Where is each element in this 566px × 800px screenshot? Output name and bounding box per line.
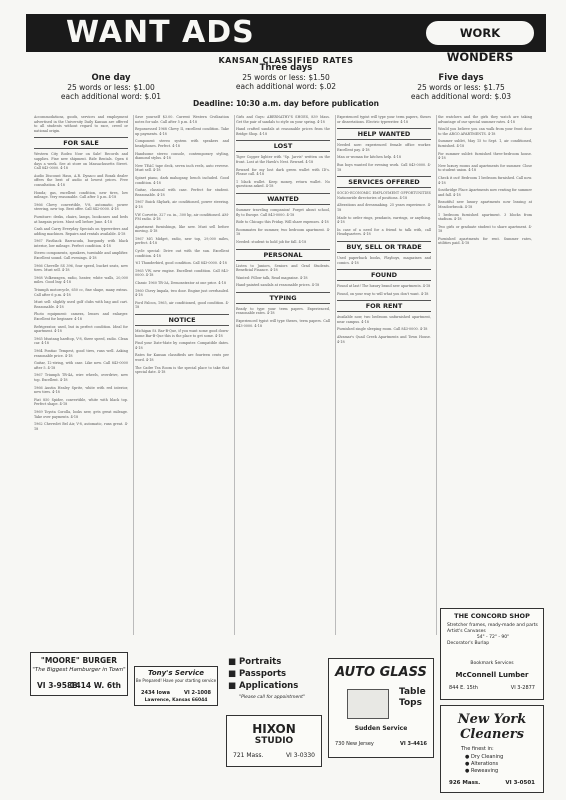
ad-tagline: "Please call for appointment": [239, 695, 305, 700]
column-2: [135, 115, 229, 635]
section-found: FOUND: [337, 269, 431, 281]
listing: VW Corvette, 327 cu. in., 300 hp, air conditioned. AM-FM radio. 4-18: [135, 212, 229, 222]
ad-title: HIXON: [252, 722, 296, 736]
ad-phone: VI 2-1008: [184, 690, 211, 696]
listing: Found at last! The luxury brand new apartments. 4-18: [337, 284, 431, 289]
listing: 1967 Buick Skylark, air conditioned, power steering. 4-18: [135, 200, 229, 209]
listing: Summer sublet, May 15 to Sept. 1, air conditioned, furnished. 4-18: [438, 139, 532, 148]
listing: Hand crafted sandals at reasonable prices from the Bridge Shop. 4-18: [236, 127, 330, 136]
listing: Bus boys wanted for evening work. Call 843-0000. 4-18: [337, 162, 431, 172]
listing: Cash and Carry Everyday Specials on typewriters and adding machines. Repairs and rentals available. 4-18: [34, 227, 128, 236]
listing: Experienced typist will type your term papers, theses or dissertations. Electric typewriter. 4-18: [337, 115, 431, 124]
section-for-rent: FOR RENT: [337, 300, 431, 312]
listing: Available now, two bedroom unfurnished apartment, near campus. 4-18: [337, 315, 431, 324]
listing: Summer traveling companion! Forget about school, fly to Europe. Call 843-0000. 4-18: [236, 207, 330, 217]
listing: 1964 Pontiac Tempest, good tires, runs well. Asking reasonable price. 4-18: [34, 348, 128, 358]
listing: 1965 Mustang hardtop, V-8, three speed, radio. Clean car. 4-18: [34, 336, 128, 346]
ad-line: Stretcher frames, ready-made and parts: [447, 623, 538, 628]
ad-phone: VI 3-9588: [37, 681, 78, 690]
ad-title: THE CONCORD SHOP: [454, 612, 530, 620]
listing: Furnished single sleeping room. Call 843-0000. 4-18: [337, 327, 428, 332]
listing: Hand-painted sandals at reasonable prices. 4-18: [236, 283, 320, 288]
ad-title: New York: [457, 712, 527, 727]
ad-subtitle: STUDIO: [254, 736, 294, 746]
ad-title: "MOORE" BURGER: [40, 656, 118, 665]
rate-one-day: [36, 74, 186, 101]
listing: Accommodations, goods, services and employment advertised in the University Daily Kansan are offered to all students without regard to race, creed or national origin.: [34, 115, 128, 133]
classified-rates: [26, 56, 546, 110]
ad-phone: VI 3-2877: [510, 685, 535, 691]
rates-title: KANSAN CLASSIFIED RATES: [218, 56, 354, 65]
listing: 1967 Triumph TR-4A, wire wheels, overdrive, new top. Excellent. 4-18: [34, 373, 128, 382]
listing: Would you believe you can walk from your front door to the ARGO APARTMENTS. 4-18: [438, 127, 532, 136]
listing: 1966 Chevy convertible, V-8, automatic, power steering, new top. Best offer. Call 842-0000. 4-18: [34, 202, 128, 212]
ad-line-text: Applications: [239, 681, 299, 691]
listing: 1966 Chevelle SS 396, four speed, bucket seats, new tires. Must sell. 4-18: [34, 263, 128, 273]
work-wonders-badge: WORK WONDERS: [424, 19, 536, 47]
listing: Beautiful new luxury apartments now leasing at Meadowbrook. 4-18: [438, 200, 532, 209]
section-notice: NOTICE: [135, 314, 229, 326]
ad-address: 926 Mass.: [449, 780, 481, 786]
classified-columns: [34, 115, 534, 635]
listing: Two girls or graduate student to share apartment. 4-18: [438, 224, 532, 234]
rate-title: One day: [91, 73, 131, 83]
listing: Michigan St. Bar-B-Que, if you want some good down-home Bar-B-Que this is the place to get some. 4-18: [135, 329, 229, 338]
listing: 1960 Chevy Impala, two door. Engine just overhauled. 4-18: [135, 288, 229, 298]
column-rule: [234, 115, 235, 635]
listing: Found, on your way to will what you don't want. 4-18: [337, 291, 429, 296]
rate-title: Three days: [259, 63, 313, 73]
listing: In case of a need for a friend to talk with, call Headquarters. 4-18: [337, 227, 431, 237]
section-help-wanted: HELP WANTED: [337, 128, 431, 140]
listing: Furnished apartments for rent. Summer rates, utilities paid. 4-18: [438, 236, 532, 246]
listing: Find your Date-Mate by computer. Compatible dates. 4-18: [135, 341, 229, 350]
ad-title: AUTO GLASS: [335, 665, 427, 680]
listing: Girls and Guys: ABERNATHY'S SHOES, 839 Mass. Get the pair of sandals to style on your spring. 4-18: [236, 115, 330, 124]
listing: Handsome stereo console, contemporary styling, diamond stylus. 4-18: [135, 151, 229, 161]
rate-line: 25 words or less: $1.50: [242, 73, 330, 82]
listing: Ready to type your term papers. Experienced, reasonable rates. 4-18: [236, 306, 330, 316]
listing: Reward for my lost dark green wallet with ID's. Please call. 4-18: [236, 167, 330, 177]
listing: SOCIO-ECONOMIC EMPLOYMENT OPPORTUNITIES Nationwide directories of positions. 4-18: [337, 191, 431, 200]
listing: Tiger Copper lighter with "Sp. Jarvis" written on the front. Lost at the Hawk's Nest. Reward. 4-18: [236, 155, 330, 164]
ad-title: Cleaners: [460, 727, 524, 742]
listing: Triumph motorcycle, 650 cc, fine shape, many extras. Call after 6 p.m. 4-18: [34, 288, 128, 297]
listing: Needed now: experienced female office worker. Excellent pay. 4-18: [337, 143, 431, 152]
listing: 1962 Chevrolet Bel Air, V-8, automatic, runs great. 4-18: [34, 422, 128, 431]
listing: Honda; gas, excellent condition, new tires, low mileage. Very reasonable. Call after 5 p.m. 4-18: [34, 190, 128, 200]
ad-line: Bookmark Services: [470, 661, 514, 666]
listing: Ford Falcon, 1965, air conditioned, good condition. 4-18: [135, 300, 229, 310]
table-tops-label: [399, 687, 426, 709]
listing: Rates for Kansan classifieds are fourteen cents per word. 4-18: [135, 353, 229, 362]
ad-phone: VI 3-4416: [400, 741, 427, 747]
listing: 1965 VW, new engine. Excellent condition. Call 843-0000. 4-18: [135, 268, 229, 278]
ad-line-text: Dry Cleaning: [470, 754, 504, 760]
ad-subtitle: Sudden Service: [354, 725, 408, 732]
ad-title: Tony's Service: [147, 669, 205, 677]
section-services-offered: SERVICES OFFERED: [337, 176, 431, 188]
listing: For summer sublet: furnished three-bedroom house. 4-18: [438, 151, 532, 161]
listing: Refrigerator, used, but in perfect condition. Ideal for apartment. 4-18: [34, 324, 128, 334]
listing: Southridge Place Apartments now renting for summer and fall. 4-18: [438, 188, 532, 197]
ad-line: ■ Passports: [228, 669, 287, 679]
ad-address: 721 Mass.: [233, 752, 264, 759]
listing: Ride to Chicago this Friday. Will share expenses. 4-18: [236, 220, 329, 225]
hixon-studio-ad: [226, 715, 322, 767]
listing: Must sell: slightly used golf clubs with bag and cart. Reasonable. 4-18: [34, 300, 128, 309]
listing: '61 Thunderbird, good condition. Call 843-0000. 4-18: [135, 261, 227, 266]
ad-line-text: Portraits: [239, 657, 282, 667]
listing: Made to order rings, pendants, earrings, or anything. 4-18: [337, 215, 431, 225]
listing: Cycle special: Drive out with the sun. Excellent condition. 4-18: [135, 249, 229, 258]
ad-line: 54" - 72" - 90": [476, 635, 510, 640]
column-rule: [335, 115, 336, 635]
new-york-cleaners-ad: [440, 705, 544, 793]
rate-title: Five days: [438, 73, 484, 83]
rate-three-days: [211, 64, 361, 91]
column-5: [438, 115, 532, 635]
glass-pane-icon: [347, 689, 389, 719]
ad-address: 1414 W. 6th: [70, 681, 121, 690]
column-1: [34, 115, 128, 635]
ad-phone: VI 3-0330: [285, 752, 315, 759]
listing: Roommates for summer, two bedroom apartment. 4-18: [236, 227, 330, 237]
listing: 1 black wallet. Keep money, return wallet. No questions asked. 4-18: [236, 179, 330, 189]
ad-address: 844 E. 15th: [449, 685, 478, 691]
ad-line: ■ Portraits: [228, 657, 282, 667]
column-4: [337, 115, 431, 635]
rate-line: 25 words or less: $1.00: [67, 83, 155, 92]
ad-city: Lawrence, Kansas 66044: [144, 698, 208, 703]
section-for-sale: FOR SALE: [34, 137, 128, 149]
banner-title: WANT ADS: [66, 15, 255, 50]
listing: Classic 1960 TR-3A, Demonstrator at one price. 4-18: [135, 281, 227, 286]
deadline: Deadline: 10:30 a.m. day before publication: [193, 99, 379, 108]
listing: 1967 Fastback Barracuda, burgundy with black interior, low mileage. Perfect condition. 4-18: [34, 239, 128, 248]
ad-tagline: Be Prepared! Have your starting service: [135, 678, 217, 683]
ad-line: ● Reweaving: [465, 768, 499, 774]
rate-line: 25 words or less: $1.75: [417, 83, 505, 92]
listing: Man or woman for kitchen help. 4-18: [337, 155, 402, 160]
rate-line: each additional word: $.03: [410, 92, 512, 101]
listing: Photo equipment: camera, lenses and enlarger. Excellent for beginner. 4-18: [34, 312, 128, 321]
listing: Alvamar's Quail Creek Apartments and Town House. 4-18: [337, 335, 431, 344]
listing: 1967 MG Midget, radio, new top, 29,000 miles, perfect. 4-18: [135, 236, 229, 246]
rate-line: each additional word: $.02: [235, 82, 337, 91]
listing: Used paperback books, Playboys, magazines and comics. 4-18: [337, 255, 431, 265]
portraits-ad: [222, 655, 322, 715]
listing: Spinet piano, dark mahogany, bench included. Good condition. 4-18: [135, 175, 229, 185]
ad-line-text: Alterations: [470, 761, 499, 767]
auto-glass-ad: [328, 658, 434, 758]
listing: Western City Rodeo Now on Sale! Records and supplies. Fine new shipment. Ride Rentals. Open 6 days a week. See at store on Massachusetts Street. Call 843-0000. 4-18: [34, 152, 128, 171]
column-rule: [133, 115, 134, 635]
listing: 1969 Toyota Corolla, looks new, gets great mileage. Take over payments. 4-18: [34, 409, 128, 419]
listing: Repossessed 1968 Chevy II, excellent condition. Take up payments. 4-18: [135, 127, 229, 136]
section-wanted: WANTED: [236, 193, 330, 205]
ad-phone: VI 3-0501: [505, 780, 535, 786]
ad-line: Decorator's Burlap: [447, 641, 490, 646]
moore-burger-ad: [30, 652, 128, 696]
listing: 1968 Volkswagen, radio, heater, white walls, 20,000 miles. Good buy. 4-18: [34, 275, 128, 285]
tonys-service-ad: [134, 666, 218, 706]
listing: 1966 Austin Healey Sprite, white with red interior, new tires. 4-18: [34, 385, 128, 395]
listing: Component stereo system with speakers and headphones. Perfect. 4-18: [135, 139, 229, 148]
listing: the watchers and the girls they watch are taking advantage of our special summer rates. 4-18: [438, 115, 532, 124]
section-personal: PERSONAL: [236, 249, 330, 261]
listing: Needed: student to hold job for fall. 4-18: [236, 239, 307, 244]
ad-items: [447, 623, 539, 647]
listing: Stereo components, speakers, turntable and amplifier. Excellent sound. Call evenings. 4-18: [34, 251, 128, 261]
listing: Audio Discount Haus, A.R. Dynaco and Bozak dealer offers the best of audio at lowest prices. Free consultation. 4-18: [34, 173, 128, 187]
listing: New TEAC tape deck, seven inch reels, auto reverse. Must sell. 4-18: [135, 163, 229, 173]
listing: Furniture: desks, chairs, lamps, bookcases and beds at bargain prices. Must sell before June. 4-18: [34, 214, 128, 224]
listing: 1 bedroom furnished apartment. 3 blocks from stadium. 4-18: [438, 212, 532, 222]
listing: Save yourself $3.00. Current Western Civilization notes for sale. Call after 5 p.m. 4-18: [135, 115, 229, 124]
ad-line: Artist's Canvases: [447, 629, 486, 634]
ad-line-text: Passports: [239, 669, 287, 679]
ad-line-text: Reweaving: [470, 768, 499, 774]
ad-line: ■ Applications: [228, 681, 299, 691]
concord-shop-ad: [440, 608, 544, 700]
listing: New luxury rooms and apartments for summer. Close to student union. 4-18: [438, 163, 532, 173]
listing: Listen to Juniors, Seniors and Grad Students. Beneficial Finance. 4-18: [236, 263, 330, 273]
section-lost: LOST: [236, 140, 330, 152]
ad-subtitle: The finest in:: [461, 746, 494, 752]
listing: Check it out! Bedroom 1 bedroom furnished. Call now. 4-18: [438, 175, 532, 185]
listing: Guitar, 12-string, with case. Like new. Call 843-0000 after 5. 4-18: [34, 361, 128, 370]
ad-line: ● Alterations: [465, 761, 499, 767]
column-rule: [436, 115, 437, 635]
listing: The Cadre Tea Room is the special place to take that special date. 4-18: [135, 365, 229, 375]
listing: Guitar, classical with case. Perfect for student. Reasonable. 4-18: [135, 188, 229, 197]
ad-address: 730 New Jersey: [335, 741, 374, 747]
listing: Experienced typist will type theses, term papers. Call 843-0000. 4-18: [236, 319, 330, 328]
listing: Apartment furnishings, like new. Must sell before moving. 4-18: [135, 224, 229, 234]
listing: Alterations and dressmaking. 25 years experience. 4-18: [337, 203, 431, 212]
ad-tagline: "The Biggest Hamburger in Town": [32, 667, 126, 673]
ad-line: Table: [399, 687, 426, 697]
ad-name: McConnell Lumber: [455, 671, 529, 679]
listing: Wanted: Pillow talk, Read magazine. 4-18: [236, 275, 308, 280]
ad-items: [465, 754, 503, 775]
section-buy-sell-trade: BUY, SELL OR TRADE: [337, 241, 431, 253]
ad-line: ● Dry Cleaning: [465, 754, 504, 760]
column-3: [236, 115, 330, 635]
rate-line: each additional word: $.01: [60, 92, 162, 101]
section-typing: TYPING: [236, 292, 330, 304]
ad-address: 2434 Iowa: [141, 690, 170, 696]
ad-line: Tops: [399, 698, 422, 708]
listing: Fiat 850 Spider, convertible, white with black top. Perfect shape. 4-18: [34, 397, 128, 407]
rate-five-days: [386, 74, 536, 101]
